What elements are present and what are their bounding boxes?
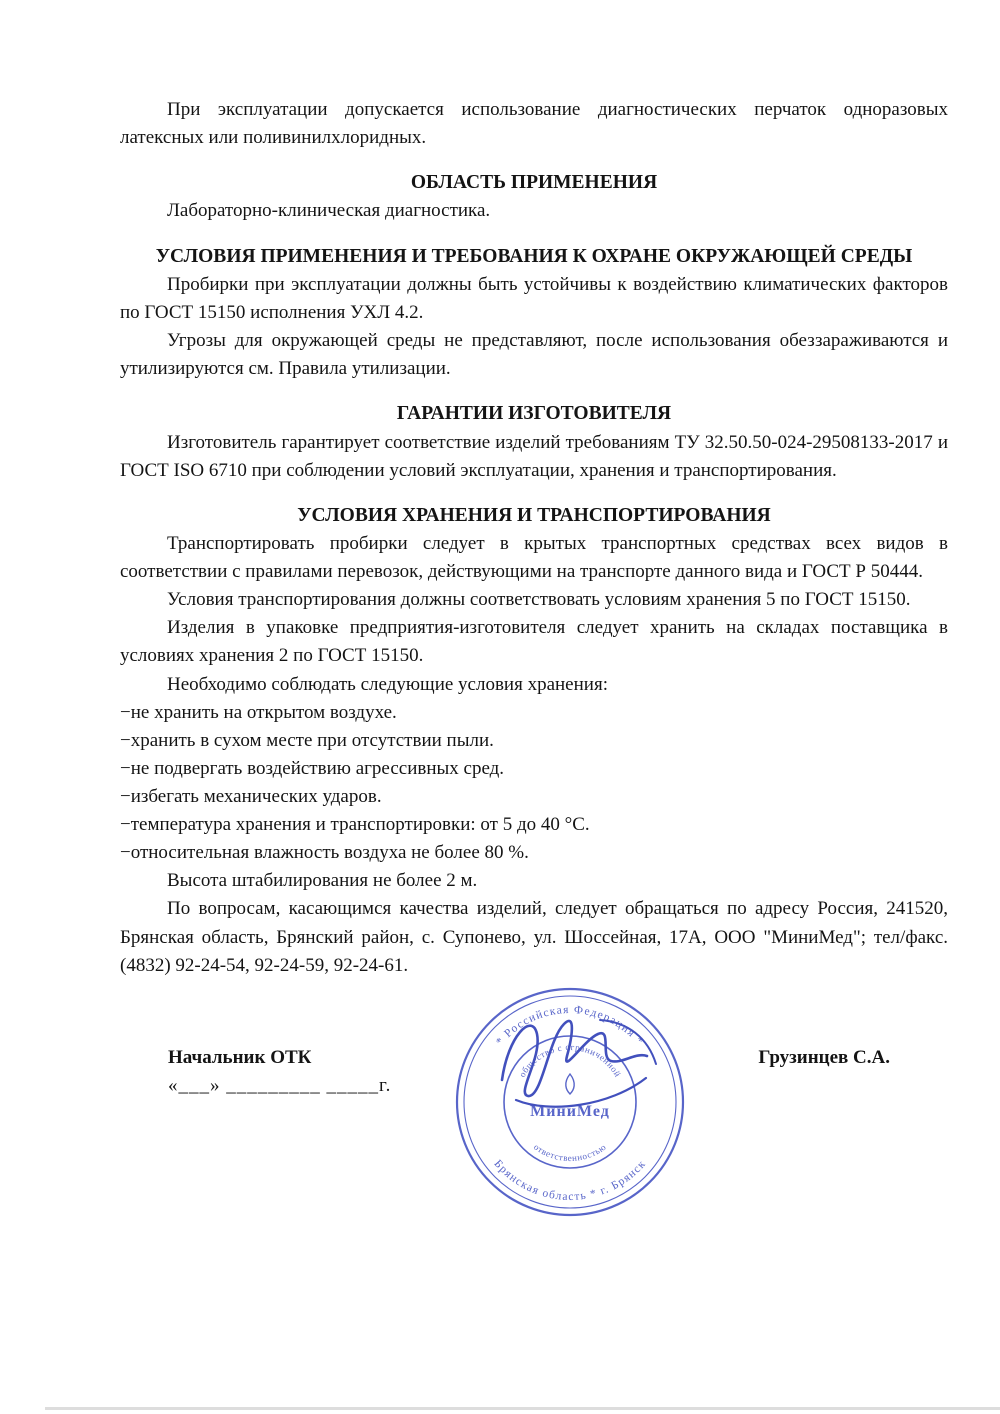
storage-condition-item: −хранить в сухом месте при отсутствии пыли. — [120, 729, 494, 751]
storage-condition-item: −избегать механических ударов. — [120, 786, 382, 808]
storage-p3: Изделия в упаковке предприятия-изготовителя следует хранить на складах поставщика в условиях хранения 2 по ГОСТ 15150. — [120, 617, 948, 667]
section-title-usage-conditions: УСЛОВИЯ ПРИМЕНЕНИЯ И ТРЕБОВАНИЯ К ОХРАНЕ ОКРУЖАЮЩЕЙ СРЕДЫ — [155, 245, 913, 267]
storage-condition-item: −температура хранения и транспортировки: от 5 до 40 °С. — [120, 814, 590, 836]
stamp-arc-bottom-inner-text: ответственностью — [531, 1141, 609, 1163]
stamp-arc-top-inner-text: общество с ограниченной — [516, 1041, 624, 1079]
usage-conditions-p1: Пробирки при эксплуатации должны быть устойчивы к воздействию климатических факторов по ГОСТ 15150 исполнения УХЛ 4.2. — [120, 273, 948, 323]
scan-edge-artifact — [45, 1407, 1000, 1410]
warranty-p1: Изготовитель гарантирует соответствие изделий требованиям ТУ 32.50.50-024-29508133-2017 и ГОСТ ISO 6710 при соблюдении условий эксплуатации, хранения и транспортирования. — [120, 431, 948, 481]
storage-condition-item: −относительная влажность воздуха не более 80 %. — [120, 842, 529, 864]
usage-conditions-p2: Угрозы для окружающей среды не представляют, после использования обеззараживаются и утилизируются см. Правила утилизации. — [120, 330, 948, 380]
signature-block — [120, 1003, 948, 1304]
storage-p5: Высота штабилирования не более 2 м. — [167, 870, 478, 892]
storage-p4: Необходимо соблюдать следующие условия хранения: — [167, 673, 608, 695]
stamp-arc-top-outer-text: * Российская Федерация * — [494, 1003, 646, 1048]
section-title-warranty: ГАРАНТИИ ИЗГОТОВИТЕЛЯ — [396, 403, 672, 425]
stamp-center-name: МиниМед — [530, 1102, 610, 1120]
stamp-flame-logo — [566, 1074, 574, 1094]
stamp-arc-bottom-outer-text: Брянская область * г. Брянск — [491, 1157, 649, 1203]
storage-condition-item: −не подвергать воздействию агрессивных сред. — [120, 757, 505, 779]
intro-paragraph: При эксплуатации допускается использование диагностических перчаток одноразовых латексных или поливинилхлоридных. — [120, 99, 948, 149]
application-area-body: Лабораторно-клиническая диагностика. — [167, 200, 491, 222]
storage-condition-item: −не хранить на открытом воздухе. — [120, 701, 397, 723]
storage-p1: Транспортировать пробирки следует в крытых транспортных средствах всех видов в соответствии с правилами перевозок, действующими на транспорте данного вида и ГОСТ Р 50444. — [120, 533, 948, 583]
stamp-svg — [450, 982, 690, 1222]
storage-contact-paragraph: По вопросам, касающимся качества изделий, следует обращаться по адресу Россия, 241520, Брянская область, Брянский район, с. Супонево, ул. Шоссейная, 17А, ООО "МиниМед"; тел/факс. (4832) 92-24-54, 92-24-59, 92-24-61. — [120, 898, 948, 976]
section-title-application-area: ОБЛАСТЬ ПРИМЕНЕНИЯ — [410, 172, 658, 194]
signature-date-line: «___» _________ _____г. — [168, 1074, 392, 1096]
svg-text:Брянская область * г. Брянск — [492, 1158, 649, 1203]
signer-left-column — [168, 1044, 391, 1100]
signer-name: Грузинцев С.А. — [758, 1046, 890, 1068]
stamp-ring-middle — [464, 996, 676, 1208]
section-title-storage: УСЛОВИЯ ХРАНЕНИЯ И ТРАНСПОРТИРОВАНИЯ — [297, 504, 771, 526]
storage-p2: Условия транспортирования должны соответствовать условиям хранения 5 по ГОСТ 15150. — [167, 589, 911, 611]
signer-position: Начальник ОТК — [168, 1046, 312, 1068]
svg-text:ответственностью — [532, 1141, 608, 1162]
company-stamp — [450, 982, 690, 1222]
